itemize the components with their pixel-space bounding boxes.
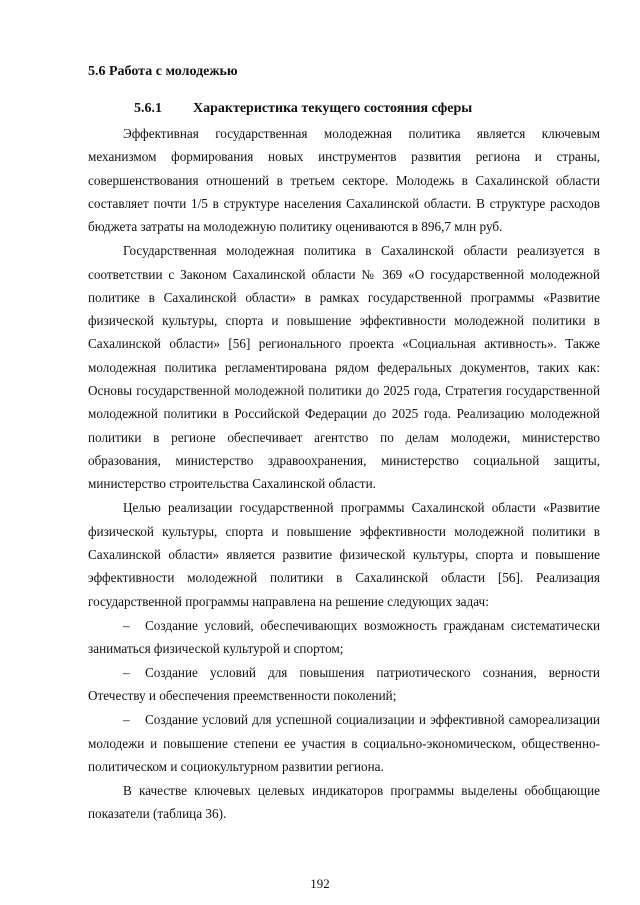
paragraph: Государственная молодежная политика в Сахалинской области реализуется в соответствии с Законом Сахалинской области № 369 «О государственной молодежной политике в Сахалинской области» в рамках государственной программы «Развитие физической культуры, спорта и повышение эффективности молодежной политики в Сахалинской области» [56] регионального проекта «Социальная активность». Также молодежная политика регламентирована рядом федеральных документов, таких как: Основы государственной молодежной политики до 2025 года, Стратегия государственной молодежной политики в Российской Федерации до 2025 года. Реализацию молодежной политики в регионе обеспечивает агентство по делам молодежи, министерство образования, министерство здравоохранения, министерство социальной защиты, министерство строительства Сахалинской области.	[88, 243, 600, 492]
subsection-number: 5.6.1	[134, 101, 162, 116]
list-item	[88, 708, 600, 778]
closing-paragraph: В качестве ключевых целевых индикаторов программы выделены обобщающие показатели (таблица 36).	[88, 783, 600, 822]
paragraph: Целью реализации государственной программы Сахалинской области «Развитие физической культуры, спорта и повышение эффективности молодежной политики в Сахалинской области» является развитие физической культуры, спорта и повышение эффективности молодежной политики в Сахалинской области [56]. Реализация государственной программы направлена на решение следующих задач:	[88, 500, 600, 609]
list-item	[88, 661, 600, 708]
list-item-text: Создание условий, обеспечивающих возможность гражданам систематически заниматься физической культурой и спортом;	[88, 617, 600, 656]
list-item-text: Создание условий для повышения патриотического сознания, верности Отечеству и обеспечения преемственности поколений;	[88, 665, 600, 704]
list-dash: –	[123, 665, 130, 681]
section-heading: 5.6 Работа с молодежью	[88, 64, 238, 79]
list-item	[88, 614, 600, 661]
list-dash: –	[123, 712, 130, 728]
subsection-title: Характеристика текущего состояния сферы	[193, 101, 473, 116]
page-number: 192	[310, 876, 330, 891]
paragraph: Эффективная государственная молодежная политика является ключевым механизмом формирования новых инструментов развития региона и страны, совершенствования отношений в третьем секторе. Молодежь в Сахалинской области составляет почти 1/5 в структуре населения Сахалинской области. В структуре расходов бюджета затраты на молодежную политику оцениваются в 896,7 млн руб.	[88, 126, 600, 235]
list-dash: –	[123, 617, 130, 633]
body-text	[88, 122, 600, 826]
subsection-heading	[134, 101, 472, 117]
list-item-text: Создание условий для успешной социализации и эффективной самореализации молодежи и повышение степени ее участия в социально-экономическом, общественно-политическом и социокультурном развитии региона.	[88, 712, 600, 774]
